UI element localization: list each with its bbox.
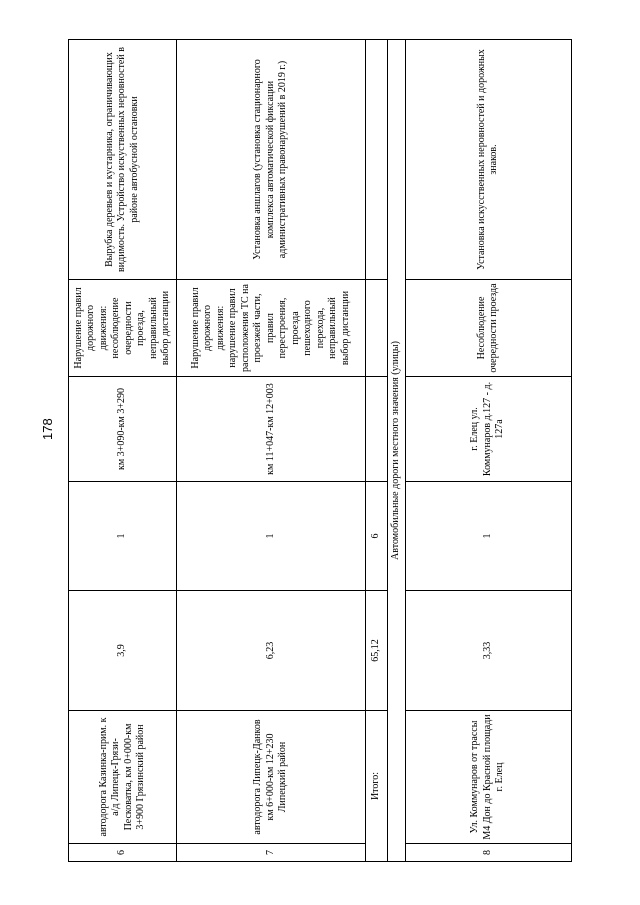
length-cell: 3,33 xyxy=(405,591,571,711)
location-cell: км 11+047-км 12+003 xyxy=(177,377,366,482)
violation-cell: Нарушение правил дорожного движения: нарушение правил расположения ТС на проезжей части, правил перестроения, проезда пешеходного перехода, неправильный выбор дистанции xyxy=(177,280,366,377)
section-title: Автомобильные дороги местного значения (улицы) xyxy=(388,40,406,862)
measures-cell: Установка искусственных неровностей и дорожных знаков. xyxy=(405,40,571,280)
total-row xyxy=(366,40,388,862)
row-number-cell: 6 xyxy=(69,844,177,862)
total-label-cell: Итого: xyxy=(366,711,388,862)
page-number: 178 xyxy=(40,418,55,440)
total-count-cell: 6 xyxy=(366,482,388,591)
empty-cell xyxy=(366,280,388,377)
violation-cell: Нарушение правил дорожного движения: несоблюдение очередности проезда, неправильный выбор дистанции xyxy=(69,280,177,377)
count-cell: 1 xyxy=(405,482,571,591)
table-row xyxy=(69,40,177,862)
row-number-cell: 7 xyxy=(177,844,366,862)
section-row xyxy=(388,40,406,862)
measures-cell: Установка аншлагов (установка стационарного комплекса автоматической фиксации административных правонарушений в 2019 г.) xyxy=(177,40,366,280)
road-name-cell: автодорога Липецк-Данков км 6+000-км 12+230 Липецкий район xyxy=(177,711,366,844)
length-cell: 3,9 xyxy=(69,591,177,711)
road-safety-table xyxy=(68,39,572,862)
rotated-table-container xyxy=(68,40,567,862)
measures-cell: Вырубка деревьев и кустарника, ограничивающих видимость. Устройство искуственных неровностей в районе автобусной остановки xyxy=(69,40,177,280)
row-number-cell: 8 xyxy=(405,844,571,862)
road-name-cell: Ул. Коммунаров от трассы М4 Дон до Красной площади г. Елец xyxy=(405,711,571,844)
location-cell: г. Елец ул. Коммунаров д.127 - д. 127а xyxy=(405,377,571,482)
total-length-cell: 65,12 xyxy=(366,591,388,711)
count-cell: 1 xyxy=(69,482,177,591)
table-row xyxy=(405,40,571,862)
table-row xyxy=(177,40,366,862)
empty-cell xyxy=(366,377,388,482)
location-cell: км 3+090-км 3+290 xyxy=(69,377,177,482)
count-cell: 1 xyxy=(177,482,366,591)
violation-cell: Несоблюдение очередности проезда xyxy=(405,280,571,377)
length-cell: 6,23 xyxy=(177,591,366,711)
road-name-cell: автодорога Казинка-прим. к а/д Липецк-Грязи-Песковатка, км 0+000-км 3+900 Грязинский район xyxy=(69,711,177,844)
empty-cell xyxy=(366,40,388,280)
